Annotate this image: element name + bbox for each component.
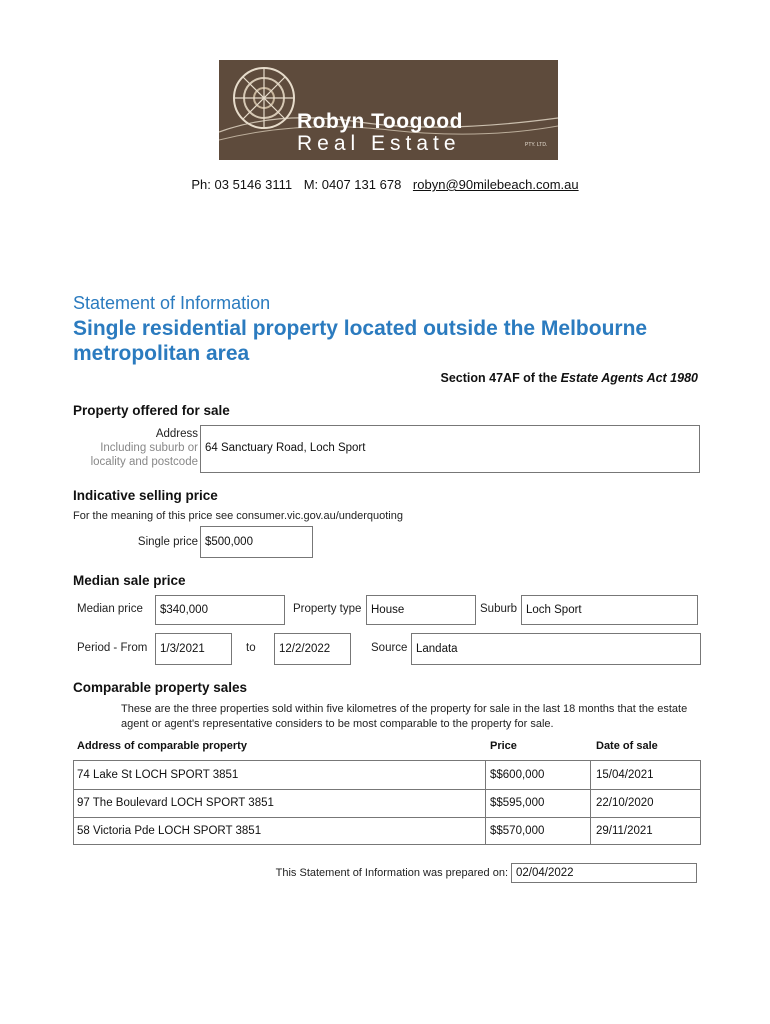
prepared-date-value: 02/04/2022 [516, 867, 574, 879]
period-to-value: 12/2/2022 [279, 643, 331, 655]
col-date-header: Date of sale [596, 740, 658, 752]
table-divider-1 [485, 761, 486, 844]
page-title: Single residential property located outside the Melbourne metropolitan area [73, 317, 648, 365]
phone-text: Ph: 03 5146 3111 [191, 177, 293, 192]
section-prefix: Section 47AF of the [440, 371, 561, 385]
statement-heading: Statement of Information [73, 293, 271, 313]
period-label: Period - From [77, 642, 148, 654]
comp-1-price: $$600,000 [490, 769, 545, 781]
address-value: 64 Sanctuary Road, Loch Sport [205, 442, 366, 454]
logo-subtitle: Real Estate [297, 132, 461, 155]
comp-3-date: 29/11/2021 [596, 825, 653, 837]
indicative-note: For the meaning of this price see consumer.vic.gov.au/underquoting [73, 510, 403, 522]
source-field[interactable] [411, 633, 701, 665]
property-type-field[interactable] [366, 595, 476, 625]
comp-1-address: 74 Lake St LOCH SPORT 3851 [77, 769, 239, 781]
email-link[interactable]: robyn@90milebeach.com.au [412, 177, 579, 192]
source-value: Landata [416, 643, 458, 655]
comp-2-price: $$595,000 [490, 797, 545, 809]
median-price-value: $340,000 [160, 604, 208, 616]
act-name: Estate Agents Act 1980 [560, 371, 698, 385]
comparable-table [73, 760, 701, 845]
single-price-label: Single price [137, 536, 198, 548]
prepared-date-field[interactable] [511, 863, 697, 883]
mobile-text: M: 0407 131 678 [303, 177, 402, 192]
col-price-header: Price [490, 740, 517, 752]
median-heading: Median sale price [73, 573, 186, 588]
comparable-heading: Comparable property sales [73, 680, 248, 695]
period-to-field[interactable] [274, 633, 351, 665]
single-price-field[interactable] [200, 526, 313, 558]
period-from-value: 1/3/2021 [160, 643, 205, 655]
comp-3-address: 58 Victoria Pde LOCH SPORT 3851 [77, 825, 262, 837]
logo-name: Robyn Toogood [297, 110, 463, 133]
section-reference [441, 371, 698, 385]
period-from-field[interactable] [155, 633, 232, 665]
comparable-note: These are the three properties sold within five kilometres of the property for sale in the last 18 months that the estate agent or agent's representative considers to be most comparable to the property for sale. [121, 703, 688, 730]
suburb-value: Loch Sport [526, 604, 582, 616]
address-hint-2: locality and postcode [90, 456, 198, 468]
comp-3-price: $$570,000 [490, 825, 545, 837]
comp-1-date: 15/04/2021 [596, 769, 654, 781]
period-to-label: to [246, 642, 256, 654]
table-divider-2 [590, 761, 591, 844]
address-field[interactable] [200, 425, 700, 473]
property-heading: Property offered for sale [73, 403, 230, 418]
comp-2-address: 97 The Boulevard LOCH SPORT 3851 [77, 797, 274, 809]
table-row-divider-1 [74, 789, 700, 790]
logo-pty: PTY. LTD. [525, 142, 548, 148]
comp-2-date: 22/10/2020 [596, 797, 654, 809]
col-address-header: Address of comparable property [77, 740, 247, 752]
source-label: Source [371, 642, 408, 654]
suburb-field[interactable] [521, 595, 698, 625]
property-type-label: Property type [293, 603, 362, 615]
table-row-divider-2 [74, 817, 700, 818]
median-price-field[interactable] [155, 595, 285, 625]
suburb-label: Suburb [480, 603, 518, 615]
property-type-value: House [371, 604, 405, 616]
address-hint-1: Including suburb or [100, 442, 198, 454]
address-label: Address [155, 428, 198, 440]
contact-line [0, 177, 770, 192]
indicative-heading: Indicative selling price [73, 488, 218, 503]
company-logo [219, 60, 558, 160]
single-price-value: $500,000 [205, 536, 253, 548]
prepared-label: This Statement of Information was prepared on: [275, 867, 508, 879]
median-price-label: Median price [77, 603, 143, 615]
